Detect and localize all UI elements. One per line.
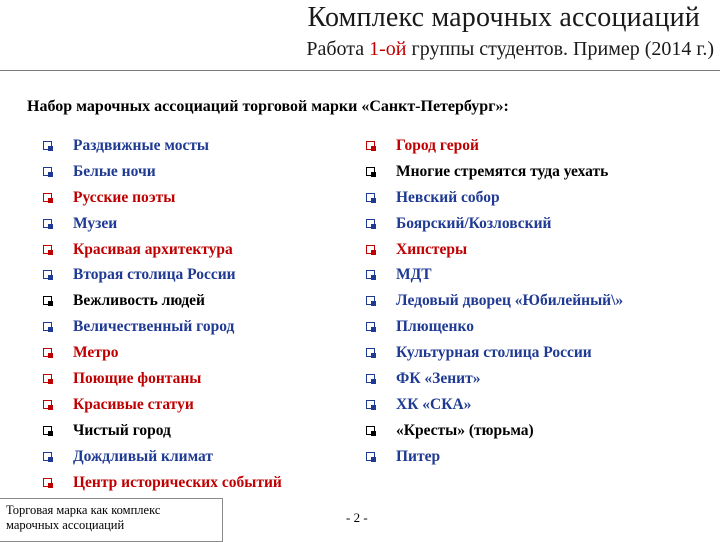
list-item-label: Плющенко: [396, 318, 474, 336]
list-item: [366, 314, 623, 340]
list-item-label: Поющие фонтаны: [73, 369, 202, 387]
square-bullet-icon: [366, 219, 376, 229]
list-item-label: Красивая архитектура: [73, 240, 233, 258]
list-item-label: ФК «Зенит»: [396, 369, 481, 387]
list-item-label: Метро: [73, 344, 119, 362]
list-item: [43, 159, 282, 185]
list-item: [366, 262, 623, 288]
square-bullet-icon: [43, 141, 53, 151]
square-bullet-icon: [366, 141, 376, 151]
square-bullet-icon: [366, 322, 376, 332]
list-item-label: Раздвижные мосты: [73, 136, 210, 154]
list-item: [366, 211, 623, 237]
list-item-label: ХК «СКА»: [396, 395, 472, 413]
footer-caption: Торговая марка как комплекс марочных ассоциаций: [6, 503, 161, 532]
square-bullet-icon: [366, 296, 376, 306]
list-item-label: Русские поэты: [73, 188, 176, 206]
list-item: [43, 314, 282, 340]
square-bullet-icon: [366, 193, 376, 203]
list-item: [366, 340, 623, 366]
list-item: [366, 288, 623, 314]
square-bullet-icon: [366, 426, 376, 436]
square-bullet-icon: [43, 167, 53, 177]
square-bullet-icon: [43, 193, 53, 203]
slide-subtitle: [306, 38, 714, 61]
list-item-label: Величественный город: [73, 318, 235, 336]
list-item-label: Красивые статуи: [73, 395, 194, 413]
list-item-label: Ледовый дворец «Юбилейный\»: [396, 292, 624, 310]
list-item: [366, 237, 623, 263]
square-bullet-icon: [366, 245, 376, 255]
list-item: [366, 366, 623, 392]
list-item-label: Многие стремятся туда уехать: [396, 162, 609, 180]
square-bullet-icon: [366, 270, 376, 280]
list-item-label: Хипстеры: [396, 240, 468, 258]
list-item-label: Боярский/Козловский: [396, 214, 552, 232]
square-bullet-icon: [366, 374, 376, 384]
list-item: [43, 237, 282, 263]
intro-text: Набор марочных ассоциаций торговой марки «Санкт-Петербург»:: [27, 98, 509, 115]
square-bullet-icon: [43, 296, 53, 306]
subtitle-accent: 1-ой: [369, 38, 407, 60]
list-item: [43, 366, 282, 392]
list-item: [43, 418, 282, 444]
list-item-label: Культурная столица России: [396, 344, 592, 362]
list-item: [43, 444, 282, 470]
subtitle-prefix: Работа: [306, 38, 370, 60]
square-bullet-icon: [366, 400, 376, 410]
square-bullet-icon: [43, 245, 53, 255]
list-item: [43, 470, 282, 496]
square-bullet-icon: [43, 219, 53, 229]
page-number: - 2 -: [346, 510, 368, 525]
header-divider: [0, 70, 720, 71]
list-item-label: Город герой: [396, 136, 479, 154]
list-item: [43, 288, 282, 314]
association-list-right: [366, 133, 623, 470]
list-item-label: Питер: [396, 447, 441, 465]
subtitle-suffix: группы студентов. Пример (2014 г.): [406, 38, 714, 60]
square-bullet-icon: [366, 348, 376, 358]
list-item-label: Невский собор: [396, 188, 500, 206]
list-item-label: Чистый город: [73, 421, 171, 439]
list-item-label: Вторая столица России: [73, 266, 236, 284]
list-item: [366, 392, 623, 418]
list-item-label: Вежливость людей: [73, 292, 205, 310]
list-item-label: Центр исторических событий: [73, 473, 282, 491]
list-item-label: Дождливый климат: [73, 447, 213, 465]
square-bullet-icon: [43, 452, 53, 462]
list-item: [366, 185, 623, 211]
list-item-label: Музеи: [73, 214, 118, 232]
square-bullet-icon: [43, 348, 53, 358]
list-item-label: МДТ: [396, 266, 432, 284]
square-bullet-icon: [43, 426, 53, 436]
list-item-label: Белые ночи: [73, 162, 156, 180]
square-bullet-icon: [43, 478, 53, 488]
square-bullet-icon: [366, 452, 376, 462]
slide-title: Комплекс марочных ассоциаций: [307, 2, 700, 33]
square-bullet-icon: [43, 322, 53, 332]
list-item: [366, 159, 623, 185]
association-list-left: [43, 133, 282, 495]
square-bullet-icon: [43, 374, 53, 384]
list-item: [43, 262, 282, 288]
square-bullet-icon: [366, 167, 376, 177]
list-item: [43, 340, 282, 366]
list-item: [366, 133, 623, 159]
list-item: [43, 133, 282, 159]
list-item: [366, 444, 623, 470]
list-item: [43, 211, 282, 237]
list-item-label: «Кресты» (тюрьма): [396, 421, 534, 439]
square-bullet-icon: [43, 400, 53, 410]
list-item: [366, 418, 623, 444]
square-bullet-icon: [43, 270, 53, 280]
list-item: [43, 392, 282, 418]
list-item: [43, 185, 282, 211]
